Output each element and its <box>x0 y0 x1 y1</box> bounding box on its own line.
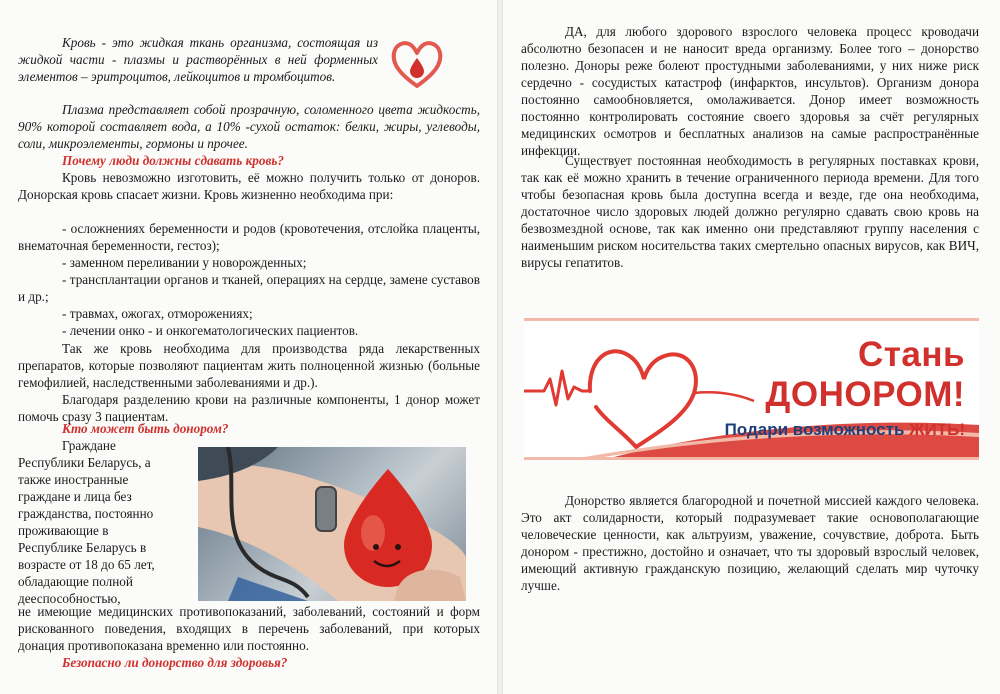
donor-photo <box>198 447 466 601</box>
intro-paragraph-plasma: Плазма представляет собой прозрачную, соломенного цвета жидкость, 90% которой составляет вода, а 10% -сухой остаток: белки, жиры, углеводы, соли, микроэлементы, гормоны и прочее. <box>18 102 480 151</box>
list-item: - травмах, ожогах, отморожениях; <box>62 306 253 321</box>
who-line: гражданства, постоянно <box>18 506 154 521</box>
who-line: проживающие в <box>18 523 109 538</box>
who-line: Республики Беларусь, а <box>18 455 151 470</box>
list-item: - заменном переливании у новорожденных; <box>62 255 307 270</box>
list-item: - лечении онко - и онкогематологических пациентов. <box>62 323 359 338</box>
why-list <box>18 220 480 339</box>
banner-title-line1: Стань <box>857 335 965 374</box>
need-paragraph: Существует постоянная необходимость в регулярных поставках крови, так как её можно хранить в течение ограниченного периода времени. Для того чтобы безопасная кровь была доступна всегда и везде, где она необходима, достаточное число здоровых людей должно регулярно сдавать свою кровь на безвозмездной основе, так как именно они представляют группу населения с наименьшим риском носительства таких смертельно опасных вирусов, как ВИЧ, вирусы гепатитов. <box>521 153 979 270</box>
who-line: возрасте от 18 до 65 лет, <box>18 557 155 572</box>
who-line: обладающие полной <box>18 574 133 589</box>
banner-title <box>765 335 965 415</box>
who-paragraph-start: Граждане <box>62 438 116 453</box>
heart-drop-icon <box>388 34 446 94</box>
medicines-paragraph: Так же кровь необходима для производства ряда лекарственных препаратов, которые позволяют пациентам жить полноценной жизнью (больные гемофилией, наследственными заболеваниями и др.). <box>18 341 480 390</box>
question-heading-why: Почему люди должны сдавать кровь? <box>62 153 284 168</box>
why-paragraph: Кровь невозможно изготовить, её можно получить только от доноров. Донорская кровь спасает жизни. Кровь жизненно необходима при: <box>18 170 480 202</box>
donor-banner <box>524 318 979 460</box>
answer-paragraph: ДА, для любого здорового взрослого человека процесс кроводачи абсолютно безопасен и не наносит вреда организму. Более того – донорство полезно. Доноры реже болеют простудными заболеваниями, у них ниже риск сердечно - сосудистых катастроф (инфарктов, инсультов). Организм донора постоянно самообновляется, омолаживается. Донор имеет возможность постоянно контролировать состояние своего здоровья за счёт регулярных медицинских осмотров и бесплатных анализов на самые распространённые инфекции. <box>521 24 979 158</box>
question-heading-safe: Безопасно ли донорство для здоровья? <box>62 655 288 670</box>
who-line: также иностранные <box>18 472 129 487</box>
who-paragraph-end: не имеющие медицинских противопоказаний, заболеваний, состояний и форм рискованного поведения, входящих в перечень заболеваний, при которых донация противопоказана временно или постоянно. <box>18 604 480 653</box>
banner-subtitle <box>725 420 965 440</box>
banner-title-line2: ДОНОРОМ! <box>765 375 965 414</box>
mission-paragraph: Донорство является благородной и почетной миссией каждого человека. Это акт солидарности, который подразумевает такие основополагающие человеческие ценности, как альтруизм, уважение, сочувствие, доброта. Быть донором - престижно, достойно и означает, что ты здоровый взрослый человек, имеющий активную гражданскую позицию, желающий сделать мир чуточку лучше. <box>521 493 979 593</box>
list-item: - осложнениях беременности и родов (кровотечения, отслойка плаценты, внематочная беременности, гестоз); <box>18 221 480 253</box>
banner-subtitle-main: Подари возможность <box>724 420 905 439</box>
question-heading-who: Кто может быть донором? <box>62 421 229 436</box>
list-item: - трансплантации органов и тканей, операциях на сердце, замене суставов и др.; <box>18 272 480 304</box>
who-line: граждане и лица без <box>18 489 132 504</box>
components-paragraph: Благодаря разделению крови на различные компоненты, 1 донор может помочь сразу 3 пациентам. <box>18 392 480 424</box>
who-line: Республике Беларусь в <box>18 540 147 555</box>
who-line: дееспособностью, <box>18 591 121 606</box>
who-column-text <box>18 454 188 607</box>
intro-paragraph-blood: Кровь - это жидкая ткань организма, состоящая из жидкой части - плазмы и растворённых в ней форменных элементов – эритроцитов, лейкоцитов и тромбоцитов. <box>18 35 378 84</box>
banner-subtitle-emphasis: ЖИТЬ! <box>909 420 965 439</box>
